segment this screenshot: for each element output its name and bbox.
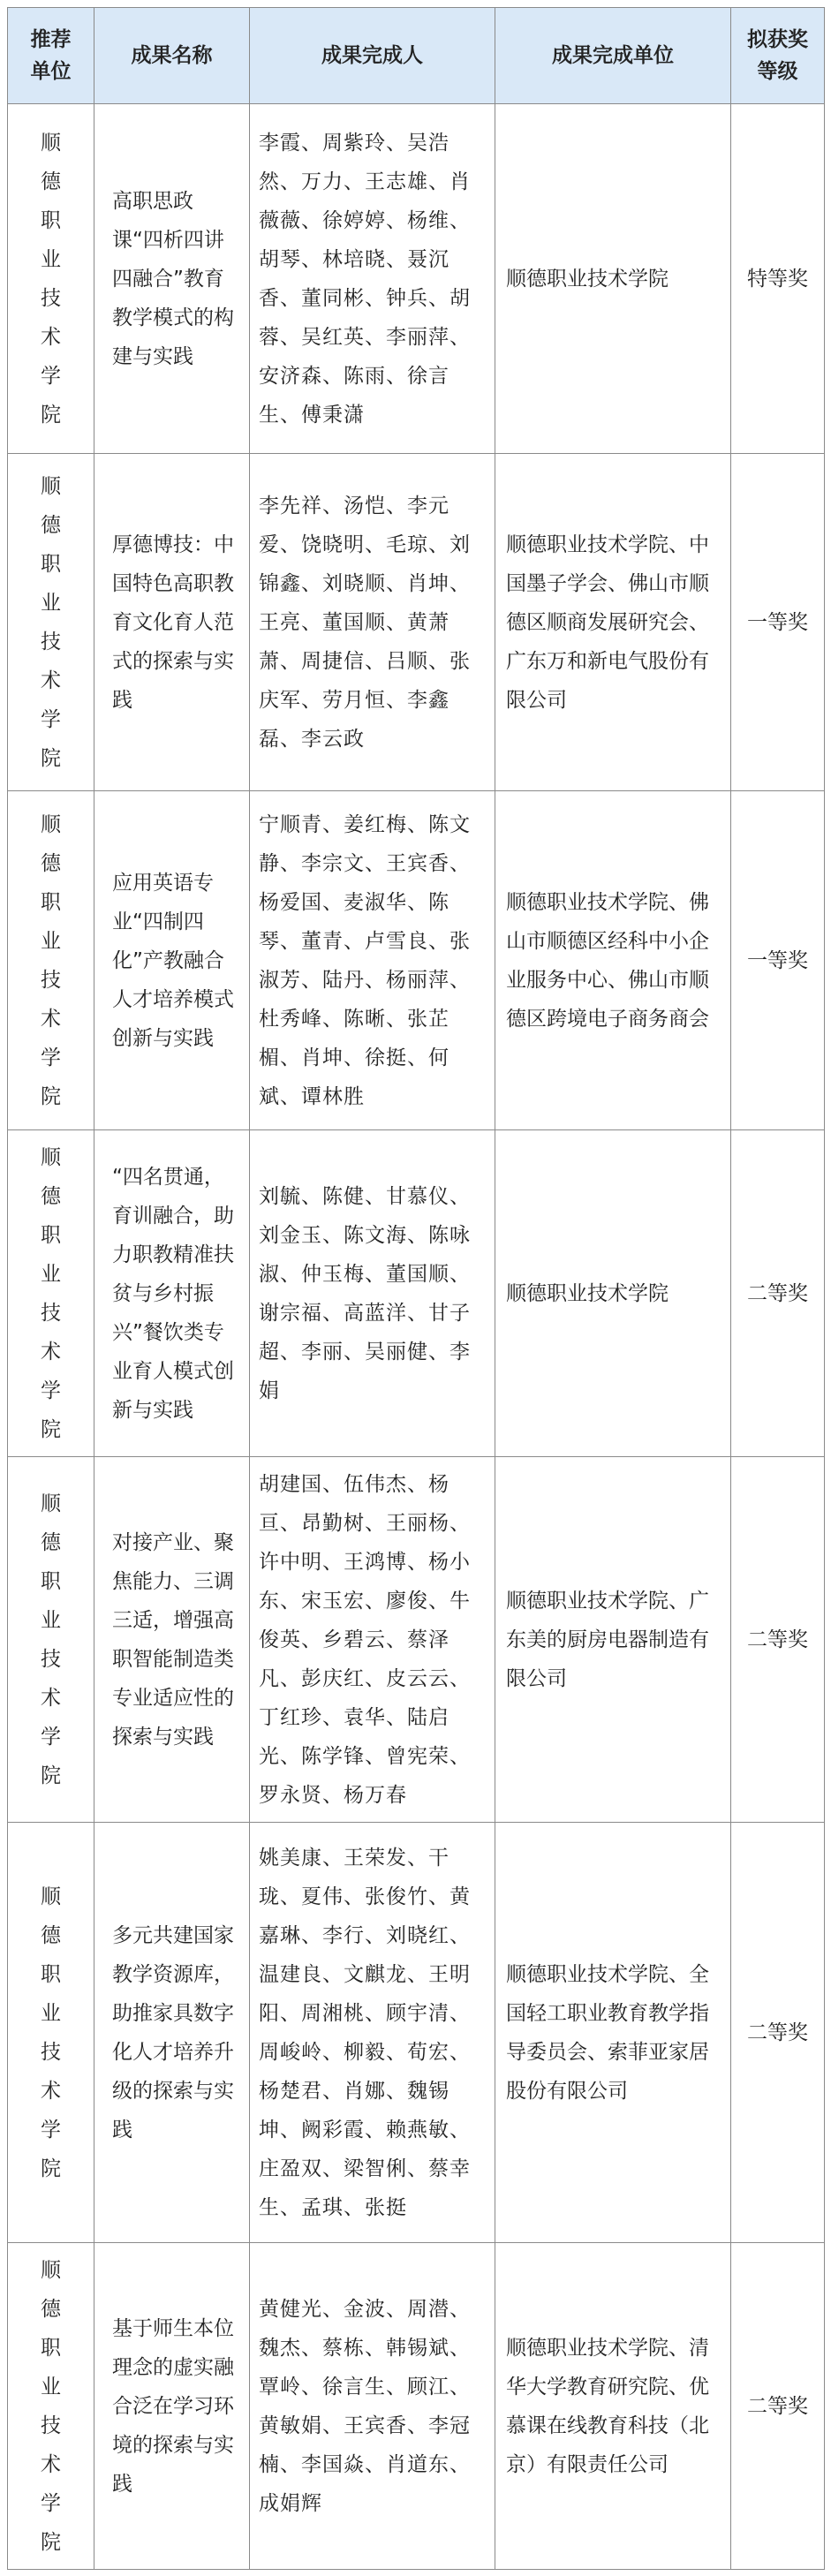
award-grade: 二等奖 <box>731 2243 825 2570</box>
completers-list: 胡建国、伍伟杰、杨亘、昂勤树、王丽杨、许中明、王鸿博、杨小东、宋玉宏、廖俊、牛俊英、乡碧云、蔡泽凡、彭庆红、皮云云、丁红珍、袁华、陆启光、陈学锋、曾宪荣、罗永贤、杨万春 <box>250 1457 495 1823</box>
completing-units: 顺德职业技术学院、广东美的厨房电器制造有限公司 <box>495 1457 731 1823</box>
completing-units: 顺德职业技术学院、中国墨子学会、佛山市顺德区顺商发展研究会、广东万和新电气股份有限公司 <box>495 454 731 791</box>
completers-list: 李霞、周紫玲、吴浩然、万力、王志雄、肖薇薇、徐婷婷、杨维、胡琴、林培晓、聂沉香、董同彬、钟兵、胡蓉、吴红英、李丽萍、安济森、陈雨、徐言生、傅秉潇 <box>250 104 495 454</box>
completing-units: 顺德职业技术学院 <box>495 104 731 454</box>
table-header <box>8 8 825 104</box>
table-row <box>8 791 825 1130</box>
recommending-unit <box>8 454 94 791</box>
header-award-level: 拟获奖 等级 <box>731 8 825 104</box>
header-recommender: 推荐 单位 <box>8 8 94 104</box>
table-row <box>8 104 825 454</box>
recommending-unit <box>8 1130 94 1457</box>
recommending-unit-text: 顺德职业技术学院 <box>40 131 61 427</box>
recommending-unit-text: 顺德职业技术学院 <box>40 1492 61 1787</box>
recommending-unit-text: 顺德职业技术学院 <box>40 812 61 1108</box>
achievement-title: 高职思政课“四析四讲四融合”教育教学模式的构建与实践 <box>94 104 250 454</box>
achievement-title: 厚德博技：中国特色高职教育文化育人范式的探索与实践 <box>94 454 250 791</box>
completing-units: 顺德职业技术学院、全国轻工职业教育教学指导委员会、索菲亚家居股份有限公司 <box>495 1823 731 2243</box>
recommending-unit-text: 顺德职业技术学院 <box>40 1145 61 1441</box>
completers-list: 刘毓、陈健、甘慕仪、刘金玉、陈文海、陈咏淑、仲玉梅、董国顺、谢宗福、高蓝洋、甘子超、李丽、吴丽健、李娟 <box>250 1130 495 1457</box>
header-achievement-name: 成果名称 <box>94 8 250 104</box>
recommending-unit-text: 顺德职业技术学院 <box>40 2258 61 2554</box>
recommending-unit-text: 顺德职业技术学院 <box>40 1885 61 2180</box>
completers-list: 姚美康、王荣发、干珑、夏伟、张俊竹、黄嘉琳、李行、刘晓红、温建良、文麒龙、王明阳、周湘桃、顾宇清、周峻岭、柳毅、荀宏、杨楚君、肖娜、魏锡坤、阙彩霞、赖燕敏、庄盈双、梁智俐、蔡幸生、孟琪、张挺 <box>250 1823 495 2243</box>
award-grade: 特等奖 <box>731 104 825 454</box>
header-row <box>8 8 825 104</box>
award-grade: 二等奖 <box>731 1457 825 1823</box>
achievement-title: 多元共建国家教学资源库，助推家具数字化人才培养升级的探索与实践 <box>94 1823 250 2243</box>
completers-list: 黄健光、金波、周潜、魏杰、蔡栋、韩锡斌、覃岭、徐言生、顾江、黄敏娟、王宾香、李冠楠、李国焱、肖道东、成娟辉 <box>250 2243 495 2570</box>
completing-units: 顺德职业技术学院 <box>495 1130 731 1457</box>
completing-units: 顺德职业技术学院、佛山市顺德区经科中小企业服务中心、佛山市顺德区跨境电子商务商会 <box>495 791 731 1130</box>
completers-list: 宁顺青、姜红梅、陈文静、李宗文、王宾香、杨爱国、麦淑华、陈琴、董青、卢雪良、张淑芳、陆丹、杨丽萍、杜秀峰、陈晰、张芷楣、肖坤、徐挺、何斌、谭林胜 <box>250 791 495 1130</box>
awards-table <box>7 7 825 2570</box>
award-grade: 一等奖 <box>731 791 825 1130</box>
table-row <box>8 1130 825 1457</box>
header-completing-units: 成果完成单位 <box>495 8 731 104</box>
achievement-title: “四名贯通，育训融合，助力职教精准扶贫与乡村振兴”餐饮类专业育人模式创新与实践 <box>94 1130 250 1457</box>
recommending-unit <box>8 791 94 1130</box>
achievement-title: 对接产业、聚焦能力、三调三适，增强高职智能制造类专业适应性的探索与实践 <box>94 1457 250 1823</box>
award-grade: 二等奖 <box>731 1823 825 2243</box>
recommending-unit <box>8 1457 94 1823</box>
completing-units: 顺德职业技术学院、清华大学教育研究院、优慕课在线教育科技（北京）有限责任公司 <box>495 2243 731 2570</box>
table-row <box>8 1823 825 2243</box>
award-grade: 二等奖 <box>731 1130 825 1457</box>
table-row <box>8 2243 825 2570</box>
recommending-unit <box>8 2243 94 2570</box>
recommending-unit <box>8 1823 94 2243</box>
header-completers: 成果完成人 <box>250 8 495 104</box>
recommending-unit <box>8 104 94 454</box>
recommending-unit-text: 顺德职业技术学院 <box>40 474 61 770</box>
table-row <box>8 454 825 791</box>
award-grade: 一等奖 <box>731 454 825 791</box>
achievement-title: 应用英语专业“四制四化”产教融合人才培养模式创新与实践 <box>94 791 250 1130</box>
table-row <box>8 1457 825 1823</box>
completers-list: 李先祥、汤恺、李元爱、饶晓明、毛琼、刘锦鑫、刘晓顺、肖坤、王亮、董国顺、黄萧萧、周捷信、吕顺、张庆军、劳月恒、李鑫磊、李云政 <box>250 454 495 791</box>
achievement-title: 基于师生本位理念的虚实融合泛在学习环境的探索与实践 <box>94 2243 250 2570</box>
